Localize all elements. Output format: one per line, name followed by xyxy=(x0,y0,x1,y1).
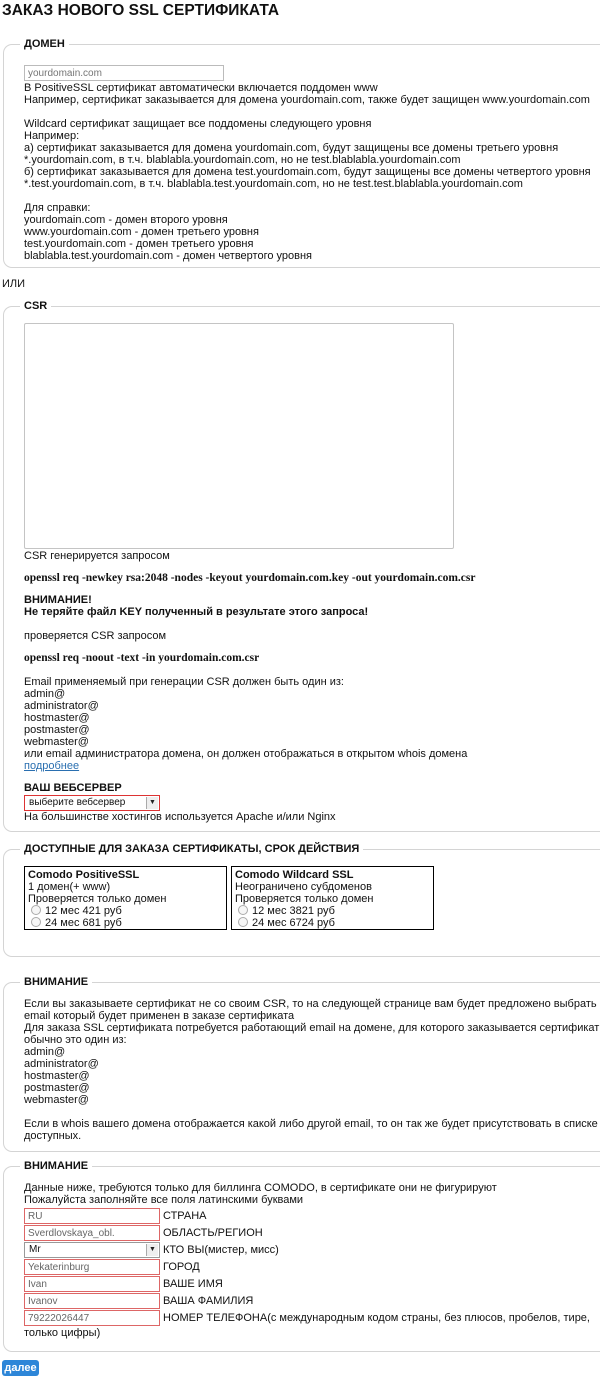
attention-line: administrator@ xyxy=(24,1058,99,1070)
phone-label: НОМЕР ТЕЛЕФОНА(с международным кодом страны, без плюсов, пробелов, тире, xyxy=(163,1312,590,1324)
billing-intro: Данные ниже, требуются только для биллинга COMODO, в сертификате они не фигурируют xyxy=(24,1182,497,1194)
region-input[interactable] xyxy=(24,1225,160,1241)
title-label: КТО ВЫ(мистер, мисс) xyxy=(163,1244,279,1256)
cert-option[interactable] xyxy=(28,917,223,929)
csr-warning-title: ВНИМАНИЕ! xyxy=(24,594,92,606)
cert-line: Неограничено субдоменов xyxy=(235,881,372,893)
csr-checked-by: проверяется CSR запросом xyxy=(24,630,167,642)
csr-textarea[interactable] xyxy=(24,323,454,549)
attention-legend: ВНИМАНИЕ xyxy=(20,976,92,989)
page-title: ЗАКАЗ НОВОГО SSL СЕРТИФИКАТА xyxy=(2,2,280,19)
domain-info-line: Например, сертификат заказывается для домена yourdomain.com, также будет защищен www.yourdomain.com xyxy=(24,94,590,106)
domain-info-line: yourdomain.com - домен второго уровня xyxy=(24,214,228,226)
domain-info-line: *.test.yourdomain.com, в т.ч. blablabla.test.yourdomain.com, но не test.test.blablabla.yourdomain.com xyxy=(24,178,523,190)
cert-option[interactable] xyxy=(28,905,223,917)
cert-option-label: 12 мес 421 руб xyxy=(45,905,122,917)
csr-email-item: webmaster@ xyxy=(24,736,89,748)
cert-card-positivessl xyxy=(24,866,227,930)
domain-info-line: б) сертификат заказывается для домена test.yourdomain.com, будут защищены все домены четвертого уровня xyxy=(24,166,591,178)
cert-card-wildcard xyxy=(231,866,434,930)
cert-title: Comodo Wildcard SSL xyxy=(235,869,354,881)
radio-button[interactable] xyxy=(238,917,248,927)
cert-line: Проверяется только домен xyxy=(235,893,374,905)
radio-button[interactable] xyxy=(31,917,41,927)
domain-legend: ДОМЕН xyxy=(20,38,69,51)
attention-line: Если в whois вашего домена отображается какой либо другой email, то он так же будет присутствовать в списке xyxy=(24,1118,598,1130)
csr-email-item: hostmaster@ xyxy=(24,712,90,724)
csr-email-or: или email администратора домена, он должен отображаться в открытом whois домена xyxy=(24,748,468,760)
city-input[interactable] xyxy=(24,1259,160,1275)
billing-legend: ВНИМАНИЕ xyxy=(20,1160,92,1173)
attention-line: hostmaster@ xyxy=(24,1070,90,1082)
webserver-select[interactable] xyxy=(24,795,160,811)
csr-section xyxy=(3,300,600,832)
attention-line: postmaster@ xyxy=(24,1082,90,1094)
city-label: ГОРОД xyxy=(163,1261,200,1273)
webserver-note: На большинстве хостингов используется Apache и/или Nginx xyxy=(24,811,336,823)
first-name-input[interactable] xyxy=(24,1276,160,1292)
csr-check-command: openssl req -noout -text -in yourdomain.com.csr xyxy=(24,652,260,664)
domain-info-line: Wildcard сертификат защищает все поддомены следующего уровня xyxy=(24,118,372,130)
last-name-input[interactable] xyxy=(24,1293,160,1309)
title-select-value: Mr xyxy=(29,1244,41,1255)
attention-line: Для заказа SSL сертификата потребуется работающий email на домене, для которого заказывается сертификат xyxy=(24,1022,600,1034)
cert-option[interactable] xyxy=(235,905,430,917)
chevron-down-icon: ▼ xyxy=(146,797,158,809)
attention-section xyxy=(3,976,600,1152)
csr-warning-text: Не теряйте файл KEY полученный в результате этого запроса! xyxy=(24,606,369,618)
last-name-label: ВАША ФАМИЛИЯ xyxy=(163,1295,254,1307)
domain-info-line: blablabla.test.yourdomain.com - домен четвертого уровня xyxy=(24,250,313,262)
webserver-label: ВАШ ВЕБСЕРВЕР xyxy=(24,782,122,794)
csr-legend: CSR xyxy=(20,300,51,313)
domain-input[interactable] xyxy=(24,65,224,81)
attention-line: admin@ xyxy=(24,1046,66,1058)
domain-info-line: Например: xyxy=(24,130,80,142)
csr-generated-by: CSR генерируется запросом xyxy=(24,550,170,562)
first-name-label: ВАШЕ ИМЯ xyxy=(163,1278,223,1290)
cert-line: Проверяется только домен xyxy=(28,893,167,905)
domain-info-line: *.yourdomain.com, в т.ч. blablabla.yourdomain.com, но не test.blablabla.yourdomain.com xyxy=(24,154,461,166)
certs-section xyxy=(3,843,600,957)
radio-button[interactable] xyxy=(31,905,41,915)
attention-line: webmaster@ xyxy=(24,1094,89,1106)
chevron-down-icon: ▼ xyxy=(146,1244,158,1256)
cert-option-label: 24 мес 6724 руб xyxy=(252,917,335,929)
attention-line: обычно это один из: xyxy=(24,1034,127,1046)
phone-label-cont: только цифры) xyxy=(24,1327,101,1339)
cert-option[interactable] xyxy=(235,917,430,929)
country-input[interactable] xyxy=(24,1208,160,1224)
csr-email-intro: Email применяемый при генерации CSR должен быть один из: xyxy=(24,676,344,688)
cert-option-label: 12 мес 3821 руб xyxy=(252,905,335,917)
csr-email-item: administrator@ xyxy=(24,700,99,712)
webserver-select-value: выберите вебсервер xyxy=(29,797,126,808)
next-button[interactable]: далее xyxy=(2,1360,39,1376)
csr-gen-command: openssl req -newkey rsa:2048 -nodes -keyout yourdomain.com.key -out yourdomain.com.csr xyxy=(24,572,476,584)
phone-input[interactable] xyxy=(24,1310,160,1326)
attention-line: email который будет применен в заказе сертификата xyxy=(24,1010,295,1022)
radio-button[interactable] xyxy=(238,905,248,915)
cert-title: Comodo PositiveSSL xyxy=(28,869,140,881)
region-label: ОБЛАСТЬ/РЕГИОН xyxy=(163,1227,263,1239)
csr-email-item: admin@ xyxy=(24,688,66,700)
domain-info-line: test.yourdomain.com - домен третьего уровня xyxy=(24,238,254,250)
billing-intro: Пожалуйста заполняйте все поля латинскими буквами xyxy=(24,1194,304,1206)
cert-option-label: 24 мес 681 руб xyxy=(45,917,122,929)
or-label: ИЛИ xyxy=(2,278,26,290)
more-link[interactable]: подробнее xyxy=(24,760,80,772)
domain-info-line: а) сертификат заказывается для домена yourdomain.com, будут защищены все домены третьего уровня xyxy=(24,142,559,154)
domain-info-line: Для справки: xyxy=(24,202,91,214)
title-select[interactable] xyxy=(24,1242,160,1258)
domain-info-line: В PositiveSSL сертификат автоматически включается поддомен www xyxy=(24,82,378,94)
domain-section xyxy=(3,38,600,268)
domain-info-line: www.yourdomain.com - домен третьего уровня xyxy=(24,226,259,238)
certs-legend: ДОСТУПНЫЕ ДЛЯ ЗАКАЗА СЕРТИФИКАТЫ, СРОК ДЕЙСТВИЯ xyxy=(20,843,363,856)
country-label: СТРАНА xyxy=(163,1210,207,1222)
attention-line: доступных. xyxy=(24,1130,82,1142)
cert-line: 1 домен(+ www) xyxy=(28,881,111,893)
csr-email-item: postmaster@ xyxy=(24,724,90,736)
attention-line: Если вы заказываете сертификат не со своим CSR, то на следующей странице вам будет предложено выбрать xyxy=(24,998,597,1010)
billing-section xyxy=(3,1160,600,1352)
